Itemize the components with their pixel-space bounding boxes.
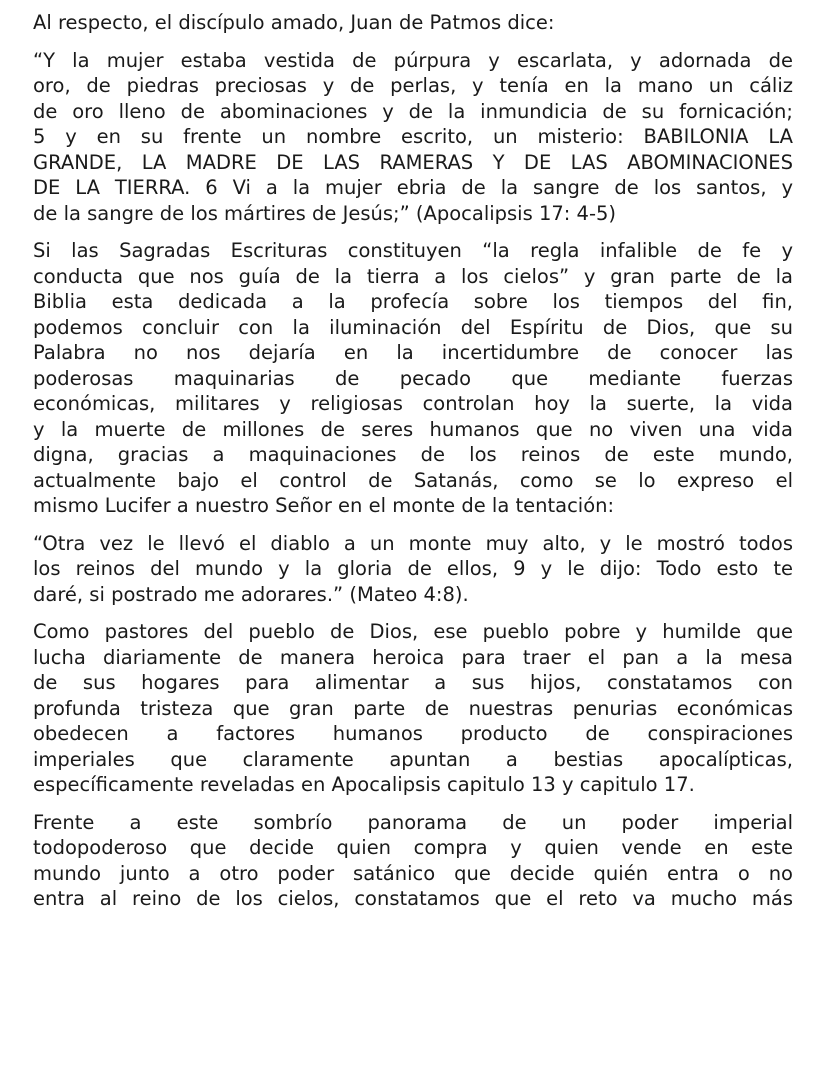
text-line: de sus hogares para alimentar a sus hijos, constatamos con xyxy=(33,671,793,694)
document-page xyxy=(33,10,793,924)
text-line: Al respecto, el discípulo amado, Juan de Patmos dice: xyxy=(33,11,555,34)
paragraph-pastores xyxy=(33,619,793,798)
text-line: entra al reino de los cielos, constatamos que el reto va mucho más xyxy=(33,887,793,910)
paragraph-panorama xyxy=(33,810,793,912)
text-line: Frente a este sombrío panorama de un poder imperial xyxy=(33,810,793,834)
text-line: Como pastores del pueblo de Dios, ese pueblo pobre y humilde que xyxy=(33,620,793,643)
text-line: Si las Sagradas Escrituras constituyen “la regla infalible de fe y xyxy=(33,239,793,262)
text-line: profunda tristeza que gran parte de nuestras penurias económicas xyxy=(33,696,793,720)
text-line: poderosas maquinarias de pecado que mediante fuerzas xyxy=(33,366,793,390)
text-line: obedecen a factores humanos producto de conspiraciones xyxy=(33,722,793,745)
text-line: GRANDE, LA MADRE DE LAS RAMERAS Y DE LAS ABOMINACIONES xyxy=(33,150,793,174)
text-line: mundo junto a otro poder satánico que decide quién entra o no xyxy=(33,861,793,885)
text-line: de oro lleno de abominaciones y de la inmundicia de su fornicación; xyxy=(33,99,793,123)
text-line: Palabra no nos dejaría en la incertidumbre de conocer las xyxy=(33,341,793,364)
text-line: y la muerte de millones de seres humanos que no viven una vida xyxy=(33,417,793,441)
text-line: lucha diariamente de manera heroica para traer el pan a la mesa xyxy=(33,645,793,669)
text-line: digna, gracias a maquinaciones de los reinos de este mundo, xyxy=(33,443,793,466)
text-line: oro, de piedras preciosas y de perlas, y tenía en la mano un cáliz xyxy=(33,74,793,97)
text-line: todopoderoso que decide quien compra y quien vende en este xyxy=(33,836,793,859)
paragraph-escrituras xyxy=(33,238,793,519)
text-line: “Otra vez le llevó el diablo a un monte muy alto, y le mostró todos xyxy=(33,531,793,555)
text-line: específicamente reveladas en Apocalipsis capitulo 13 y capitulo 17. xyxy=(33,773,695,796)
text-line: económicas, militares y religiosas controlan hoy la suerte, la vida xyxy=(33,392,793,415)
text-line: daré, si postrado me adorares.” (Mateo 4:8). xyxy=(33,582,469,606)
text-line: DE LA TIERRA. 6 Vi a la mujer ebria de la sangre de los santos, y xyxy=(33,176,793,199)
paragraph-quote-mateo xyxy=(33,531,793,608)
text-line: 5 y en su frente un nombre escrito, un misterio: BABILONIA LA xyxy=(33,125,793,148)
text-line: imperiales que claramente apuntan a bestias apocalípticas, xyxy=(33,747,793,771)
text-line: conducta que nos guía de la tierra a los cielos” y gran parte de la xyxy=(33,264,793,288)
text-line: Biblia esta dedicada a la profecía sobre los tiempos del fin, xyxy=(33,290,793,313)
text-line: los reinos del mundo y la gloria de ellos, 9 y le dijo: Todo esto te xyxy=(33,557,793,580)
text-line: de la sangre de los mártires de Jesús;” (Apocalipsis 17: 4-5) xyxy=(33,201,617,225)
text-line: podemos concluir con la iluminación del Espíritu de Dios, que su xyxy=(33,315,793,339)
paragraph-intro xyxy=(33,10,793,36)
text-line: mismo Lucifer a nuestro Señor en el monte de la tentación: xyxy=(33,494,615,517)
paragraph-quote-apocalipsis xyxy=(33,48,793,227)
text-line: actualmente bajo el control de Satanás, como se lo expreso el xyxy=(33,468,793,492)
text-line: “Y la mujer estaba vestida de púrpura y escarlata, y adornada de xyxy=(33,48,793,72)
